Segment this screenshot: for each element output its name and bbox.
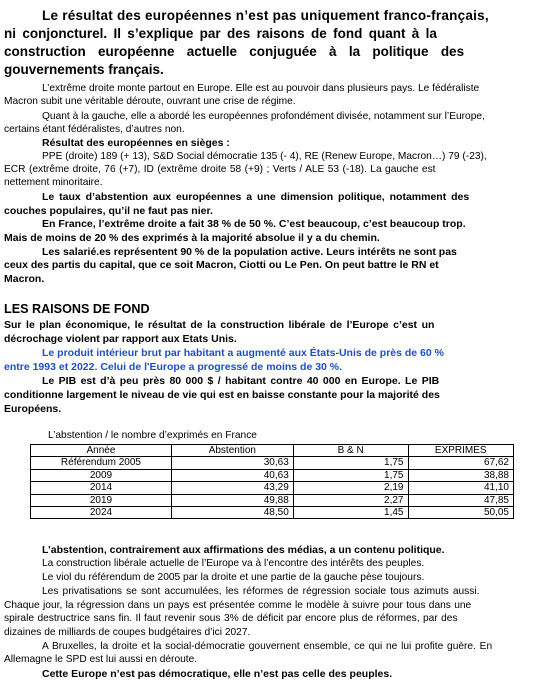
table-caption: L’abstention / le nombre d’exprimés en France [48,430,257,441]
intro-line-2: Macron subit une véritable déroute, ouvrant une crise de régime. [4,96,296,107]
pib-line-3: Européens. [4,403,62,415]
intro-line-3: Quant à la gauche, elle a abordé les européennes profondément divisée, notamment sur l’Europe, [42,111,485,122]
intro-line-4: certains étant fédéralistes, d’autres non. [4,124,185,135]
cell-year: 2019 [31,494,172,506]
cell-year: 2024 [31,507,172,519]
pib-line-2: conditionne largement le niveau de vie qui est en baisse constante pour la majorité des [4,389,440,401]
cell-abstention: 48,50 [171,507,293,519]
cell-exprimes: 47,85 [408,494,514,506]
cell-exprimes: 67,62 [408,457,514,469]
table-row [31,457,514,469]
abstention-line-3: En France, l’extrême droite a fait 38 % de 50 %. C’est beaucoup, c’est beaucoup trop. [42,218,466,230]
table-row [31,507,514,519]
closing-line-2: Le viol du référendum de 2005 par la droite et une partie de la gauche pèse toujours. [42,572,425,583]
cell-abstention: 30,63 [171,457,293,469]
cell-bn: 1,45 [293,507,408,519]
headline-line-3: construction européenne actuelle conjuguée à la politique des [4,44,465,59]
cell-exprimes: 38,88 [408,469,514,481]
headline-line-2: ni conjoncturel. Il s’explique par des raisons de fond quant à la [4,26,437,41]
reasons-line-2: décrochage violent par rapport aux Etats Unis. [4,333,237,345]
cell-abstention: 49,88 [171,494,293,506]
closing-line-1: La construction libérale actuelle de l’Europe va à l’encontre des intérêts des peuples. [42,558,425,569]
headline-line-1: Le résultat des européennes n’est pas uniquement franco-français, [42,8,489,23]
col-header-annee: Année [31,445,172,457]
cell-abstention: 40,63 [171,469,293,481]
closing-line-5: spirale destructrice sans fin. Il faut revenir sous 3% de déficit par encore plus de réformes, par des [4,613,458,624]
table-row [31,469,514,481]
headline-line-4: gouvernements français. [4,62,164,77]
cell-year: 2009 [31,469,172,481]
cell-bn: 1,75 [293,469,408,481]
seats-line-2: ECR (extrême droite, 76 (+7), ID (extrême droite 58 (+9) ; Verts / ALE 53 (-18). La gauche est [4,164,436,175]
closing-line-8: Allemagne le SPD est lui aussi en déroute. [4,654,198,665]
section-heading: LES RAISONS DE FOND [4,302,150,316]
table-header-row [31,445,514,457]
abstention-line-4: Mais de moins de 20 % des exprimés à la majorité absolue il y a du chemin. [4,232,380,244]
intro-line-1: L’extrême droite monte partout en Europe. Elle est au pouvoir dans plusieurs pays. Le fédéraliste [42,83,480,94]
cell-exprimes: 41,10 [408,482,514,494]
abstention-line-5: Les salarié.es représentent 90 % de la population active. Leurs intérêts ne sont pas [42,246,457,258]
seats-line-1: PPE (droite) 189 (+ 13), S&D Social démocratie 135 (- 4), RE (Renew Europe, Macron…) 79 (-23), [42,151,487,162]
col-header-bn: B & N [293,445,408,457]
abstention-line-1: Le taux d’abstention aux européennes a une dimension politique, notamment des [42,191,470,203]
abstention-line-2: couches populaires, qu’il ne faut pas nier. [4,205,213,217]
closing-line-4: Chaque jour, la régression dans un pays est présentée comme le modèle à suivre pour tous dans une [4,600,472,611]
table-row [31,494,514,506]
closing-line-7: A Bruxelles, la droite et la social-démocratie gouvernent ensemble, ce qui ne lui profite guère. En [42,641,493,652]
reasons-line-1: Sur le plan économique, le résultat de la construction libérale de l’Europe c’est un [4,319,435,331]
abstention-line-6: ceux des partis du capital, que ce soit Macron, Ciotti ou Le Pen. On peut battre le RN et [4,259,439,271]
closing-line-3: Les privatisations se sont accumulées, les réformes de régression sociale tous azimuts aussi. [42,586,480,597]
cell-year: 2014 [31,482,172,494]
cell-bn: 1,75 [293,457,408,469]
col-header-exprimes: EXPRIMES [408,445,514,457]
cell-exprimes: 50,05 [408,507,514,519]
cell-year: Référendum 2005 [31,457,172,469]
gdp-line-1: Le produit intérieur brut par habitant a augmenté aux États-Unis de près de 60 % [42,347,444,359]
seats-line-3: nettement minoritaire. [4,177,103,188]
final-line: Cette Europe n’est pas démocratique, elle n’est pas celle des peuples. [42,668,393,680]
closing-line-6: dizaines de milliards de coupes budgétaires d’ici 2027. [4,627,251,638]
cell-abstention: 43,29 [171,482,293,494]
seats-title: Résultat des européennes en sièges : [42,137,230,149]
gdp-line-2: entre 1993 et 2022. Celui de l'Europe a progressé de moins de 30 %. [4,361,343,373]
abstention-line-7: Macron. [4,273,45,285]
col-header-abstention: Abstention [171,445,293,457]
cell-bn: 2,19 [293,482,408,494]
table-row [31,482,514,494]
abstention-table [30,444,514,519]
pib-line-1: Le PIB est d’à peu près 80 000 $ / habitant contre 40 000 en Europe. Le PIB [42,375,440,387]
cell-bn: 2,27 [293,494,408,506]
closing-title: L’abstention, contrairement aux affirmations des médias, a un contenu politique. [42,544,445,556]
